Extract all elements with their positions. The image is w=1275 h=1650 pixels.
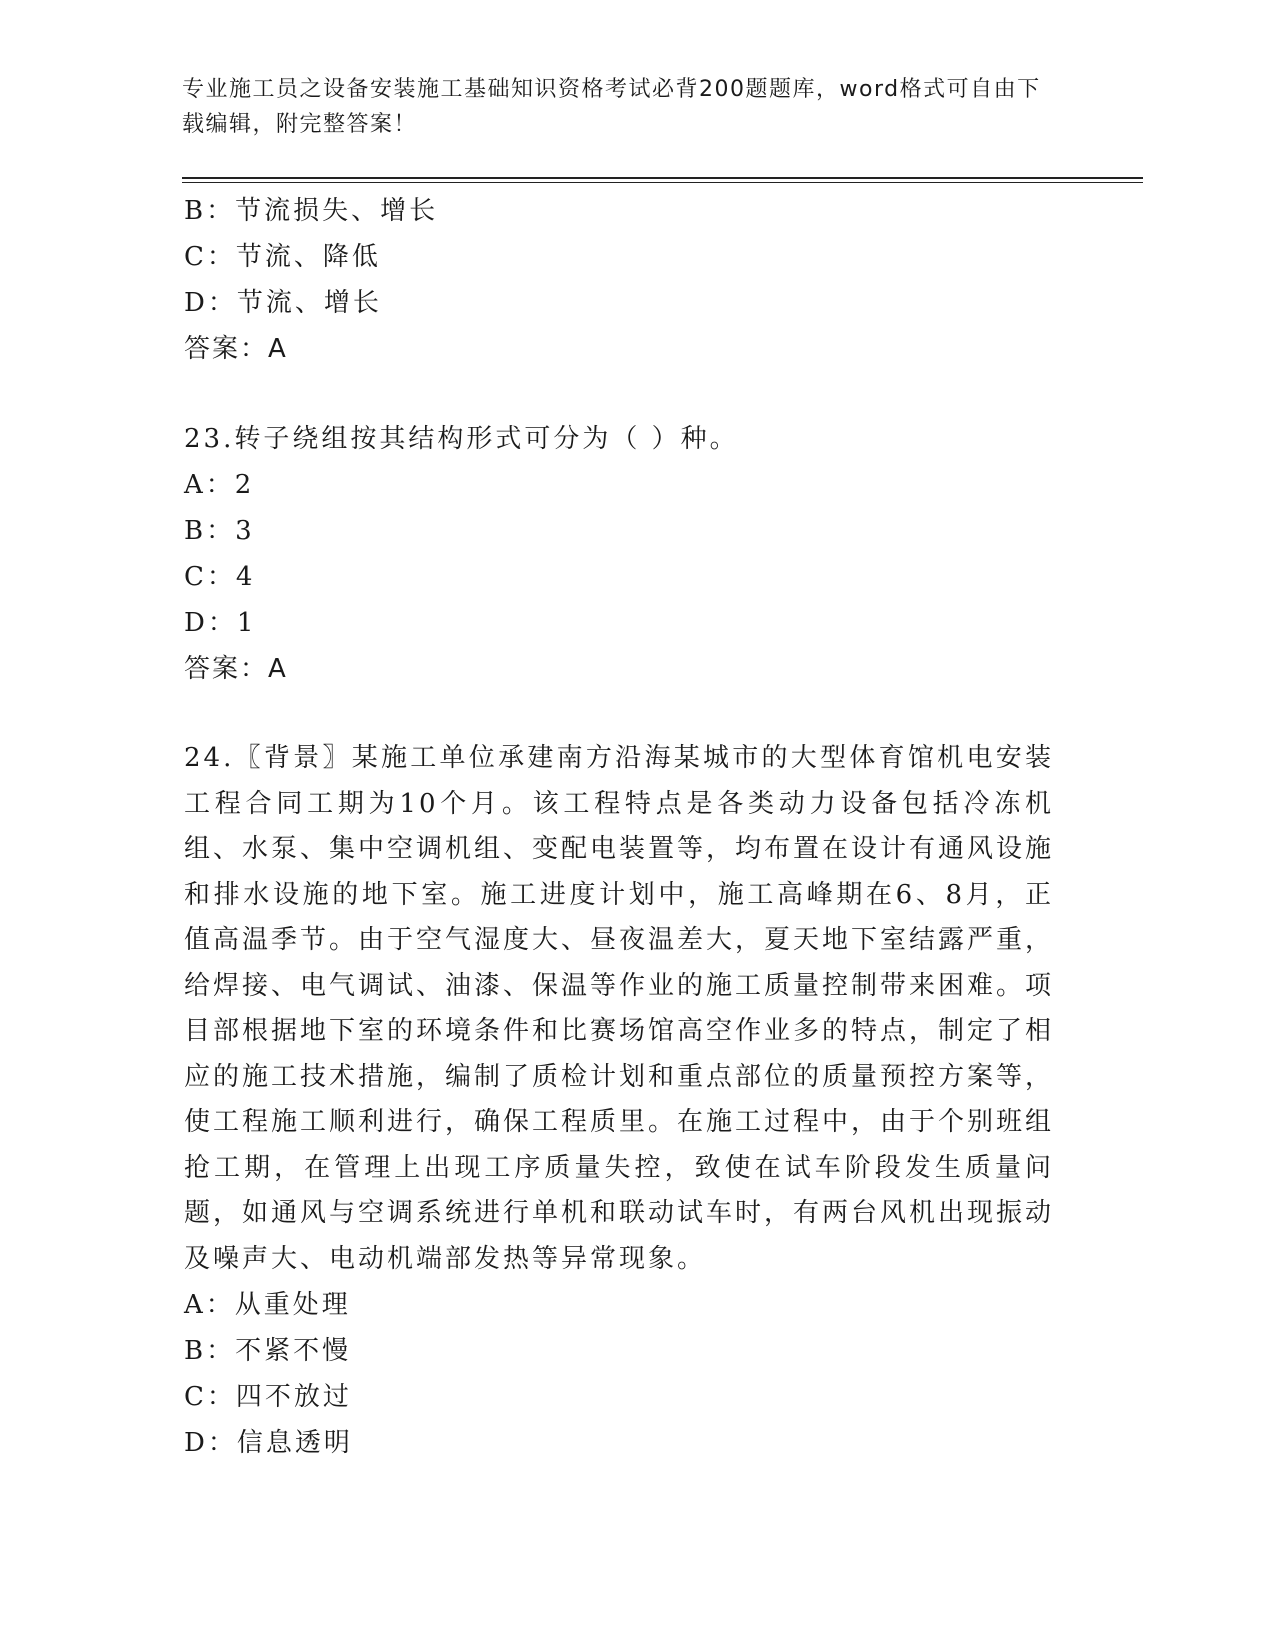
question-23 [184,416,1064,692]
q23-answer: 答案：A [184,654,288,684]
document-body [184,188,1064,1466]
spacer [184,372,1064,416]
spacer [184,692,1064,736]
header-divider-thick [182,177,1143,179]
q22-option-d: D：节流、增长 [184,288,382,318]
question-24 [184,736,1064,1466]
q24-question: 24.〖背景〗某施工单位承建南方沿海某城市的大型体育馆机电安装工程合同工期为10个月。该工程特点是各类动力设备包括冷冻机组、水泵、集中空调机组、变配电装置等，均布置在设计有通风设施和排水设施的地下室。施工进度计划中，施工高峰期在6、8月，正值高温季节。由于空气湿度大、昼夜温差大，夏天地下室结露严重，给焊接、电气调试、油漆、保温等作业的施工质量控制带来困难。项目部根据地下室的环境条件和比赛场馆高空作业多的特点，制定了相应的施工技术措施，编制了质检计划和重点部位的质量预控方案等，使工程施工顺利进行，确保工程质里。在施工过程中，由于个别班组抢工期，在管理上出现工序质量失控，致使在试车阶段发生质量问题，如通风与空调系统进行单机和联动试车时，有两台风机出现振动及噪声大、电动机端部发热等异常现象。 [184,743,1055,1274]
q23-option-a: A：2 [184,470,255,500]
header-divider-thin [182,182,1143,183]
q22-answer: 答案：A [184,334,288,364]
q22-option-b: B：节流损失、增长 [184,196,439,226]
q23-option-c: C：4 [184,562,256,592]
q22-option-c: C：节流、降低 [184,242,381,272]
document-header: 专业施工员之设备安装施工基础知识资格考试必背200题题库，word格式可自由下载编辑，附完整答案！ [182,77,1041,137]
q24-option-b: B：不紧不慢 [184,1336,352,1366]
q24-option-c: C：四不放过 [184,1382,352,1412]
q24-option-d: D：信息透明 [184,1428,353,1458]
question-22-tail [184,188,1064,372]
q23-option-d: D：1 [184,608,257,638]
q23-option-b: B：3 [184,516,255,546]
q23-question: 23.转子绕组按其结构形式可分为（ ）种。 [184,424,739,454]
q24-option-a: A：从重处理 [184,1290,351,1320]
